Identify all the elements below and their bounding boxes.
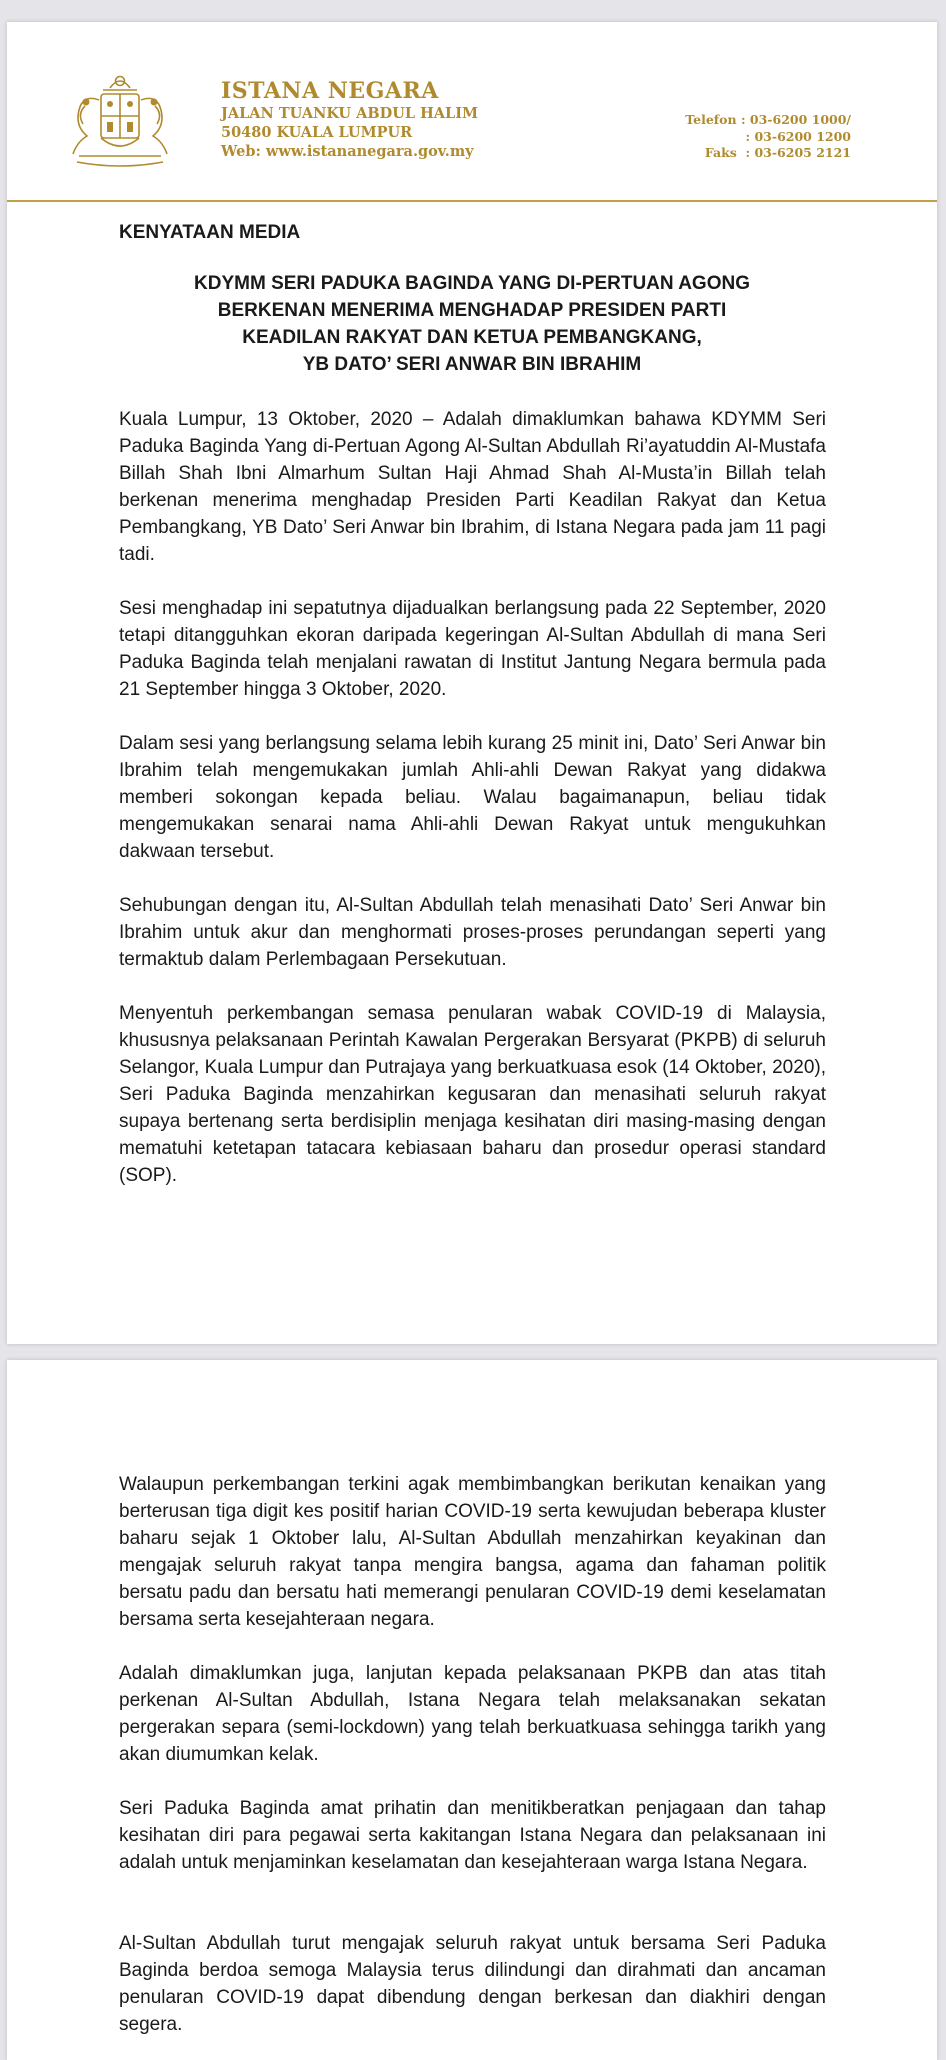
body-paragraph: Menyentuh perkembangan semasa penularan wabak COVID-19 di Malaysia, khususnya pelaksanaan Perintah Kawalan Pergerakan Bersyarat (PKPB) di seluruh Selangor, Kuala Lumpur dan Putrajaya yang berkuatkuasa esok (14 Oktober, 2020), Seri Paduka Baginda menzahirkan kegusaran dan menasihati seluruh rakyat supaya bertenang serta berdisiplin menjaga kesihatan diri masing-masing dengan mematuhi ketetapan tatacara kebiasaan baharu dan prosedur operasi standard (SOP).	[119, 1003, 826, 1186]
body-paragraph: Sehubungan dengan itu, Al-Sultan Abdullah telah menasihati Dato’ Seri Anwar bin Ibrahim untuk akur dan menghormati proses-proses perundangan seperti yang termaktub dalam Perlembagaan Persekutuan.	[119, 895, 826, 970]
headline-line: YB DATO’ SERI ANWAR BIN IBRAHIM	[302, 354, 642, 375]
body-paragraph: Seri Paduka Baginda amat prihatin dan menitikberatkan penjagaan dan tahap kesihatan diri para pegawai serta kakitangan Istana Negara dan pelaksanaan ini adalah untuk menjaminkan keselamatan dan kesejahteraan warga Istana Negara.	[119, 1798, 826, 1873]
telefon-line-1: Telefon : 03-6200 1000/	[685, 112, 851, 127]
malaysia-coat-of-arms-icon	[63, 70, 177, 178]
faks-line: Faks : 03-6205 2121	[704, 145, 851, 160]
address-line-1: JALAN TUANKU ABDUL HALIM	[221, 105, 479, 122]
headline-line: KEADILAN RAKYAT DAN KETUA PEMBANGKANG,	[242, 327, 702, 348]
body-paragraph: Kuala Lumpur, 13 Oktober, 2020 – Adalah dimaklumkan bahawa KDYMM Seri Paduka Baginda Yang di-Pertuan Agong Al-Sultan Abdullah Ri’ayatuddin Al-Mustafa Billah Shah Ibni Almarhum Sultan Haji Ahmad Shah Al-Musta’in Billah telah berkenan menerima menghadap Presiden Parti Keadilan Rakyat dan Ketua Pembangkang, YB Dato’ Seri Anwar bin Ibrahim, di Istana Negara pada jam 11 pagi tadi.	[119, 409, 826, 565]
document-label: KENYATAAN MEDIA	[119, 222, 301, 243]
headline	[119, 270, 825, 378]
body-paragraph: Adalah dimaklumkan juga, lanjutan kepada pelaksanaan PKPB dan atas titah perkenan Al-Sultan Abdullah, Istana Negara telah melaksanakan sekatan pergerakan separa (semi-lockdown) yang telah berkuatkuasa sehingga tarikh yang akan diumumkan kelak.	[119, 1663, 826, 1765]
website-link[interactable]: Web: www.istananegara.gov.my	[221, 143, 474, 160]
address-line-2: 50480 KUALA LUMPUR	[221, 124, 413, 141]
document-page-2	[7, 1360, 937, 2060]
body-paragraph: Dalam sesi yang berlangsung selama lebih kurang 25 minit ini, Dato’ Seri Anwar bin Ibrahim telah mengemukakan jumlah Ahli-ahli Dewan Rakyat yang didakwa memberi sokongan kepada beliau. Walau bagaimanapun, beliau tidak mengemukakan senarai nama Ahli-ahli Dewan Rakyat untuk mengukuhkan dakwaan tersebut.	[119, 733, 826, 862]
headline-line: KDYMM SERI PADUKA BAGINDA YANG DI-PERTUAN AGONG	[194, 273, 750, 294]
body-paragraph: Walaupun perkembangan terkini agak membimbangkan berikutan kenaikan yang berterusan tiga digit kes positif harian COVID-19 serta kewujudan beberapa kluster baharu sejak 1 Oktober lalu, Al-Sultan Abdullah menzahirkan keyakinan dan mengajak seluruh rakyat tanpa mengira bangsa, agama dan fahaman politik bersatu padu dan bersatu hati memerangi penularan COVID-19 demi keselamatan bersama serta kesejahteraan negara.	[119, 1474, 826, 1630]
telefon-line-2: : 03-6200 1200	[745, 128, 851, 144]
document-page-1	[7, 22, 937, 1344]
header-divider	[7, 200, 937, 202]
org-name: ISTANA NEGARA	[221, 78, 439, 104]
body-paragraph: Al-Sultan Abdullah turut mengajak seluruh rakyat untuk bersama Seri Paduka Baginda berdoa semoga Malaysia terus dilindungi dan dirahmati dan ancaman penularan COVID-19 dapat dibendung dengan berkesan dan diakhiri dengan segera.	[119, 1933, 826, 2035]
letterhead	[7, 22, 937, 201]
body-paragraph: Sesi menghadap ini sepatutnya dijadualkan berlangsung pada 22 September, 2020 tetapi ditangguhkan ekoran daripada kegeringan Al-Sultan Abdullah di mana Seri Paduka Baginda telah menjalani rawatan di Institut Jantung Negara bermula pada 21 September hingga 3 Oktober, 2020.	[119, 598, 826, 700]
headline-line: BERKENAN MENERIMA MENGHADAP PRESIDEN PARTI	[217, 300, 727, 321]
